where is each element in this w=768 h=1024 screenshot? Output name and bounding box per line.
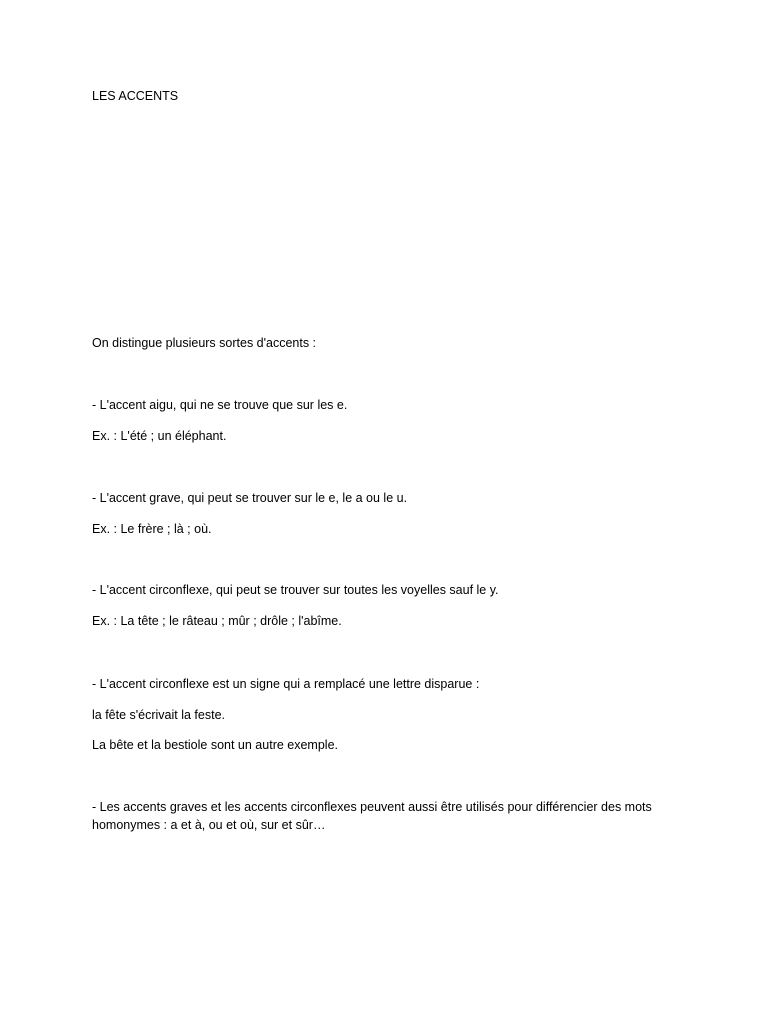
aigu-example: Ex. : L'été ; un éléphant.	[92, 429, 227, 443]
circonflexe-rule: - L'accent circonflexe, qui peut se trouver sur toutes les voyelles sauf le y.	[92, 583, 499, 597]
grave-rule: - L'accent grave, qui peut se trouver sur le e, le a ou le u.	[92, 491, 408, 505]
homonymes-paragraph: - Les accents graves et les accents circonflexes peuvent aussi être utilisés pour différencier des mots homonymes : a et à, ou et où, sur et sûr…	[92, 800, 652, 832]
circonflexe-example: Ex. : La tête ; le râteau ; mûr ; drôle ; l'abîme.	[92, 614, 342, 628]
aigu-rule: - L'accent aigu, qui ne se trouve que sur les e.	[92, 398, 348, 412]
grave-example: Ex. : Le frère ; là ; où.	[92, 522, 212, 536]
history-example-2: La bête et la bestiole sont un autre exemple.	[92, 738, 338, 752]
history-example-1: la fête s'écrivait la feste.	[92, 708, 226, 722]
page-title: LES ACCENTS	[92, 89, 179, 103]
intro-paragraph: On distingue plusieurs sortes d'accents :	[92, 336, 317, 350]
circonflexe-history: - L'accent circonflexe est un signe qui a remplacé une lettre disparue :	[92, 677, 480, 691]
